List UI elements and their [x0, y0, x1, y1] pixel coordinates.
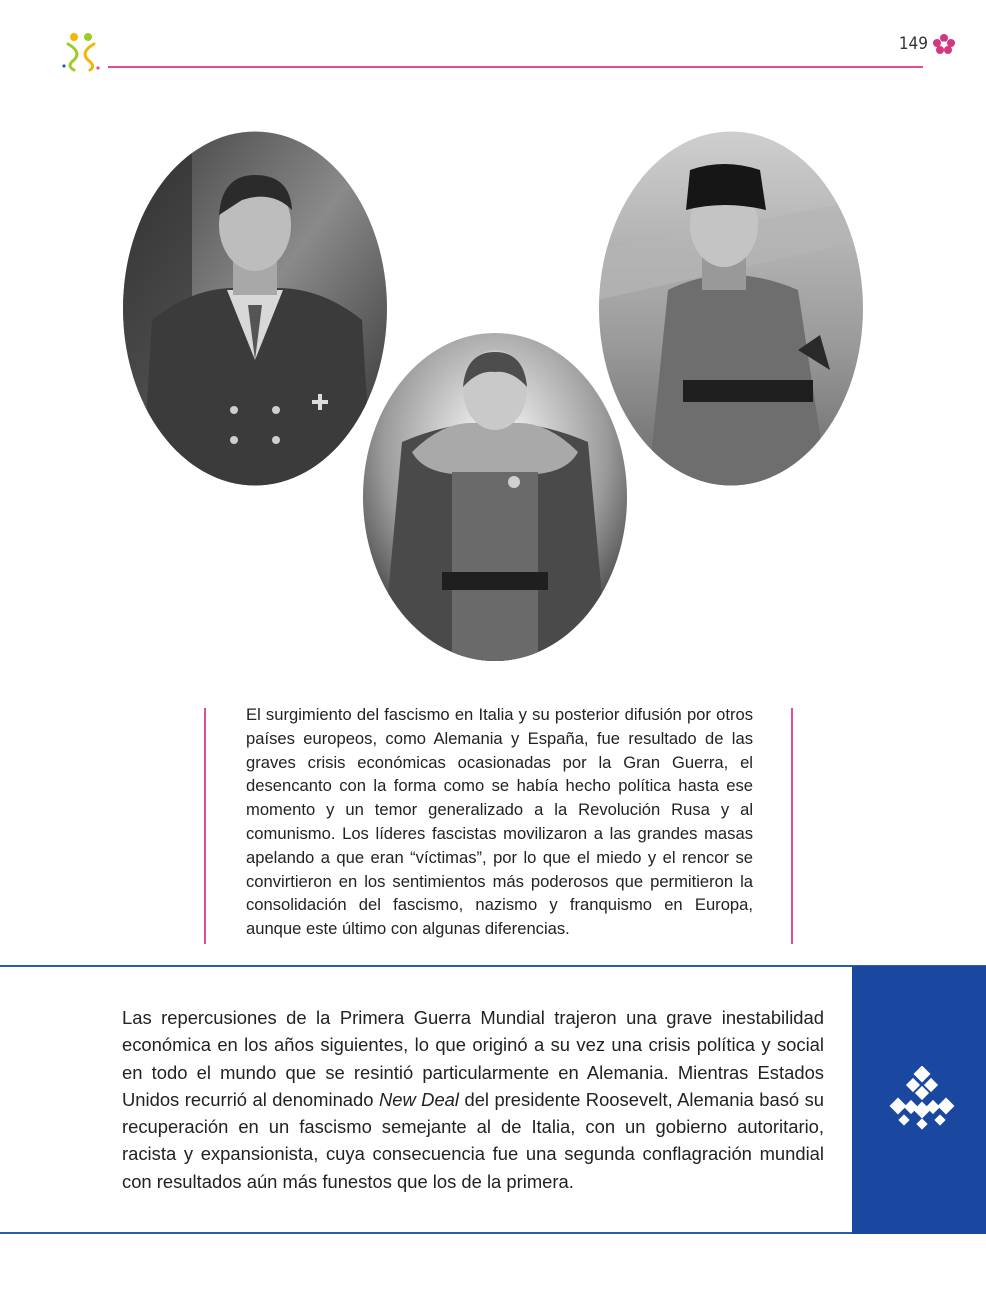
main-paragraph — [122, 1004, 824, 1195]
page-number: 149 — [898, 34, 928, 54]
box-bottom-rule — [0, 1232, 986, 1234]
portrait-center — [362, 332, 628, 662]
main-text-before: Las repercusiones de la Primera Guerra Mundial trajeron una grave inestabilidad económica en los años siguientes, lo que originó a su vez una crisis política y social en todo el mundo que se resintió particularmente en Alemania. Mientras Estados Unidos recurrió al denominado — [122, 1007, 824, 1110]
new-deal-term: New Deal — [378, 1088, 460, 1110]
embroidery-pattern-icon — [886, 1066, 958, 1132]
box-top-rule — [0, 965, 986, 967]
pink-flower-icon — [931, 33, 957, 55]
quote-bar-left — [204, 708, 206, 944]
portrait-right — [598, 130, 864, 487]
quote-paragraph: El surgimiento del fascismo en Italia y su posterior difusión por otros países europeos, como Alemania y España, fue resultado de las graves crisis económicas ocasionadas por la Gran Guerra, el desencanto con la forma como se había hecho política hasta ese momento y un temor generalizado a la Revolución Rusa y al comunismo. Los líderes fascistas movilizaron a las grandes masas apelando a que eran “víctimas”, por lo que el miedo y el rencor se convirtieron en los sentimientos más poderosos que permitieron la consolidación del fascismo, nazismo y franquismo en Europa, aunque este último con algunas diferencias. — [246, 705, 753, 939]
people-swirl-logo-icon — [60, 30, 104, 72]
portrait-left — [122, 130, 388, 487]
quote-bar-right — [791, 708, 793, 944]
main-text-after: del presidente Roosevelt, Alemania basó su recuperación en un fascismo semejante al de Italia, con un gobierno autoritario, racista y expansionista, cuya consecuencia fue una segunda conflagración mundial con resultados aún más funestos que los de la primera. — [122, 1088, 824, 1192]
header-rule — [108, 66, 923, 68]
